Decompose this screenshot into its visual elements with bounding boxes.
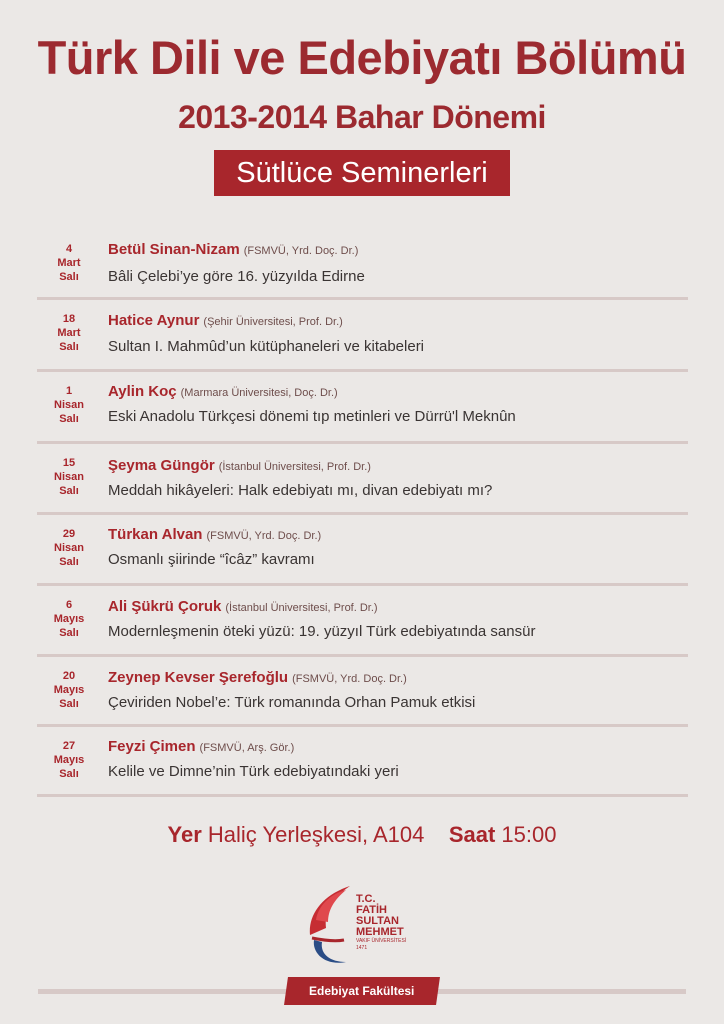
seminar-topic: Meddah hikâyeleri: Halk edebiyatı mı, divan edebiyatı mı? xyxy=(108,482,493,499)
speaker-line xyxy=(108,241,358,258)
date-month: Nisan xyxy=(54,542,84,554)
page-subtitle: 2013-2014 Bahar Dönemi xyxy=(178,99,546,135)
speaker-name: Ali Şükrü Çoruk xyxy=(108,598,222,615)
seminar-row xyxy=(37,586,688,657)
speaker-affiliation: (Şehir Üniversitesi, Prof. Dr.) xyxy=(203,316,343,328)
date-day: 6 xyxy=(65,599,73,611)
seminar-topic: Eski Anadolu Türkçesi dönemi tıp metinleri ve Dürrü'l Meknûn xyxy=(108,408,516,425)
logo-line: SULTAN xyxy=(356,915,399,927)
speaker-line xyxy=(108,457,371,474)
seminar-row xyxy=(37,657,688,727)
speaker-name: Türkan Alvan xyxy=(108,526,203,543)
date-weekday: Salı xyxy=(59,698,79,710)
date-month: Mart xyxy=(57,257,81,269)
seminar-date xyxy=(37,527,101,569)
date-month: Mayıs xyxy=(53,754,85,766)
speaker-affiliation: (FSMVÜ, Arş. Gör.) xyxy=(199,742,295,754)
seminar-row xyxy=(37,727,688,797)
date-month: Mart xyxy=(57,327,81,339)
seminar-date xyxy=(37,384,101,426)
speaker-affiliation: (FSMVÜ, Yrd. Doç. Dr.) xyxy=(292,673,407,685)
divider xyxy=(37,794,688,797)
speaker-name: Aylin Koç xyxy=(108,383,177,400)
logo-text xyxy=(356,894,406,952)
seminar-row xyxy=(37,300,688,372)
seminar-list xyxy=(37,232,688,797)
speaker-name: Zeynep Kevser Şerefoğlu xyxy=(108,669,289,686)
speaker-affiliation: (FSMVÜ, Yrd. Doç. Dr.) xyxy=(206,530,322,542)
seminar-row xyxy=(37,372,688,444)
faculty-badge xyxy=(284,977,440,1005)
venue-time: 15:00 xyxy=(501,822,557,847)
speaker-line xyxy=(108,526,321,543)
seminar-date xyxy=(37,669,101,711)
venue-place-label: Yer xyxy=(167,822,202,847)
speaker-name: Hatice Aynur xyxy=(108,312,200,329)
date-weekday: Salı xyxy=(59,768,79,780)
seminar-row xyxy=(37,232,688,300)
seminar-date xyxy=(37,312,101,354)
venue-place: Haliç Yerleşkesi, A104 xyxy=(207,822,425,847)
seminar-date xyxy=(37,242,101,284)
logo-subline: VAKIF ÜNİVERSİTESİ xyxy=(356,938,407,944)
date-month: Nisan xyxy=(54,471,84,483)
seminar-row xyxy=(37,515,688,586)
logo-line: FATİH xyxy=(356,904,387,916)
seminar-row xyxy=(37,444,688,515)
speaker-name: Betül Sinan-Nizam xyxy=(108,241,240,258)
speaker-line xyxy=(108,598,378,615)
venue-time-label: Saat xyxy=(448,822,496,847)
logo-emblem-icon xyxy=(300,880,360,970)
date-month: Mayıs xyxy=(53,613,85,625)
speaker-line xyxy=(108,383,338,400)
seminar-topic: Sultan I. Mahmûd’un kütüphaneleri ve kitabeleri xyxy=(108,338,425,355)
seminar-topic: Çeviriden Nobel’e: Türk romanında Orhan Pamuk etkisi xyxy=(108,694,476,711)
speaker-line xyxy=(108,669,407,686)
speaker-affiliation: (FSMVÜ, Yrd. Doç. Dr.) xyxy=(243,245,359,257)
faculty-label: Edebiyat Fakültesi xyxy=(309,984,415,998)
date-day: 29 xyxy=(62,528,76,540)
date-weekday: Salı xyxy=(59,485,79,497)
series-label: Sütlüce Seminerleri xyxy=(236,156,488,189)
speaker-affiliation: (Marmara Üniversitesi, Doç. Dr.) xyxy=(180,387,338,399)
date-weekday: Salı xyxy=(59,627,79,639)
date-weekday: Salı xyxy=(59,413,79,425)
date-weekday: Salı xyxy=(59,271,79,283)
logo-year: 1471 xyxy=(356,945,368,951)
seminar-topic: Modernleşmenin öteki yüzü: 19. yüzyıl Türk edebiyatında sansür xyxy=(108,623,536,640)
page-title: Türk Dili ve Edebiyatı Bölümü xyxy=(37,31,687,84)
venue-line xyxy=(0,822,724,848)
speaker-affiliation: (İstanbul Üniversitesi, Prof. Dr.) xyxy=(218,461,371,473)
date-day: 1 xyxy=(65,385,73,397)
series-badge xyxy=(214,150,510,196)
seminar-date xyxy=(37,598,101,640)
seminar-date xyxy=(37,739,101,781)
date-month: Mayıs xyxy=(53,684,85,696)
date-weekday: Salı xyxy=(59,341,79,353)
date-day: 18 xyxy=(62,313,76,325)
university-logo xyxy=(300,880,430,970)
date-day: 20 xyxy=(62,670,76,682)
seminar-topic: Bâli Çelebi’ye göre 16. yüzyılda Edirne xyxy=(108,268,365,285)
speaker-line xyxy=(108,312,343,329)
seminar-topic: Osmanlı şiirinde “îcâz” kavramı xyxy=(108,551,315,568)
logo-line: T.C. xyxy=(356,893,376,905)
speaker-name: Feyzi Çimen xyxy=(108,738,196,755)
seminar-topic: Kelile ve Dimne’nin Türk edebiyatındaki yeri xyxy=(108,763,399,780)
date-month: Nisan xyxy=(54,399,84,411)
date-day: 4 xyxy=(65,243,73,255)
speaker-name: Şeyma Güngör xyxy=(108,457,215,474)
speaker-line xyxy=(108,738,294,755)
logo-line: MEHMET xyxy=(356,926,404,938)
seminar-date xyxy=(37,456,101,498)
date-day: 27 xyxy=(62,740,76,752)
date-weekday: Salı xyxy=(59,556,79,568)
date-day: 15 xyxy=(62,457,76,469)
speaker-affiliation: (İstanbul Üniversitesi, Prof. Dr.) xyxy=(225,602,378,614)
